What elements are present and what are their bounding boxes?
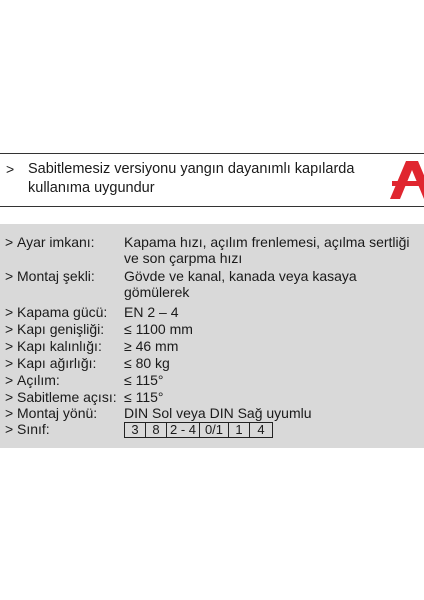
chevron-right-icon: > bbox=[5, 234, 14, 250]
classification-cell: 8 bbox=[146, 423, 167, 438]
chevron-right-icon: > bbox=[5, 372, 14, 388]
spec-value bbox=[124, 268, 420, 300]
classification-cell: 1 bbox=[229, 423, 250, 438]
classification-row bbox=[125, 423, 273, 438]
spec-value: DIN Sol veya DIN Sağ uyumlu bbox=[124, 405, 312, 421]
chevron-right-icon: > bbox=[5, 421, 14, 437]
chevron-right-icon: > bbox=[5, 321, 14, 337]
spec-value-line1: Kapama hızı, açılım frenlemesi, açılma sertliği bbox=[124, 234, 410, 250]
classification-cell: 3 bbox=[125, 423, 146, 438]
note-box bbox=[0, 153, 424, 207]
spec-label: Kapı kalınlığı: bbox=[17, 338, 102, 354]
spec-value bbox=[124, 234, 420, 266]
note-text-line2: kullanıma uygundur bbox=[28, 180, 155, 196]
spec-value-line1: Gövde ve kanal, kanada veya kasaya bbox=[124, 268, 357, 284]
spec-value: ≤ 115° bbox=[124, 372, 164, 388]
spec-panel bbox=[0, 224, 424, 448]
note-text bbox=[28, 160, 368, 198]
spec-label: Sınıf: bbox=[17, 421, 50, 437]
note-text-line1: Sabitlemesiz versiyonu yangın dayanımlı kapılarda bbox=[28, 161, 355, 177]
spec-label: Açılım: bbox=[17, 372, 60, 388]
chevron-right-icon: > bbox=[5, 304, 14, 320]
spec-label: Sabitleme açısı: bbox=[17, 389, 117, 405]
classification-cell: 2 - 4 bbox=[167, 423, 200, 438]
spec-label: Kapama gücü: bbox=[17, 304, 108, 320]
spec-label: Ayar imkanı: bbox=[17, 234, 95, 250]
spec-value: ≤ 1100 mm bbox=[124, 321, 193, 337]
spec-value-line2: gömülerek bbox=[124, 284, 190, 300]
note-top-divider bbox=[0, 153, 424, 154]
spec-value-line2: ve son çarpma hızı bbox=[124, 250, 243, 266]
spec-value: ≤ 115° bbox=[124, 389, 164, 405]
spec-label: Montaj şekli: bbox=[17, 268, 95, 284]
classification-cell: 0/1 bbox=[200, 423, 229, 438]
note-bottom-divider bbox=[0, 206, 424, 207]
classification-table bbox=[124, 422, 273, 438]
chevron-right-icon: > bbox=[5, 389, 14, 405]
chevron-right-icon: > bbox=[5, 338, 14, 354]
spec-label: Kapı ağırlığı: bbox=[17, 355, 97, 371]
classification-cell: 4 bbox=[250, 423, 273, 438]
chevron-right-icon: > bbox=[6, 161, 15, 177]
chevron-right-icon: > bbox=[5, 355, 14, 371]
chevron-right-icon: > bbox=[5, 268, 14, 284]
spec-value: ≤ 80 kg bbox=[124, 355, 170, 371]
spec-value: ≥ 46 mm bbox=[124, 338, 179, 354]
brand-logo-icon bbox=[390, 161, 424, 199]
spec-label: Montaj yönü: bbox=[17, 405, 98, 421]
spec-value: EN 2 – 4 bbox=[124, 304, 179, 320]
chevron-right-icon: > bbox=[5, 405, 14, 421]
spec-label: Kapı genişliği: bbox=[17, 321, 105, 337]
